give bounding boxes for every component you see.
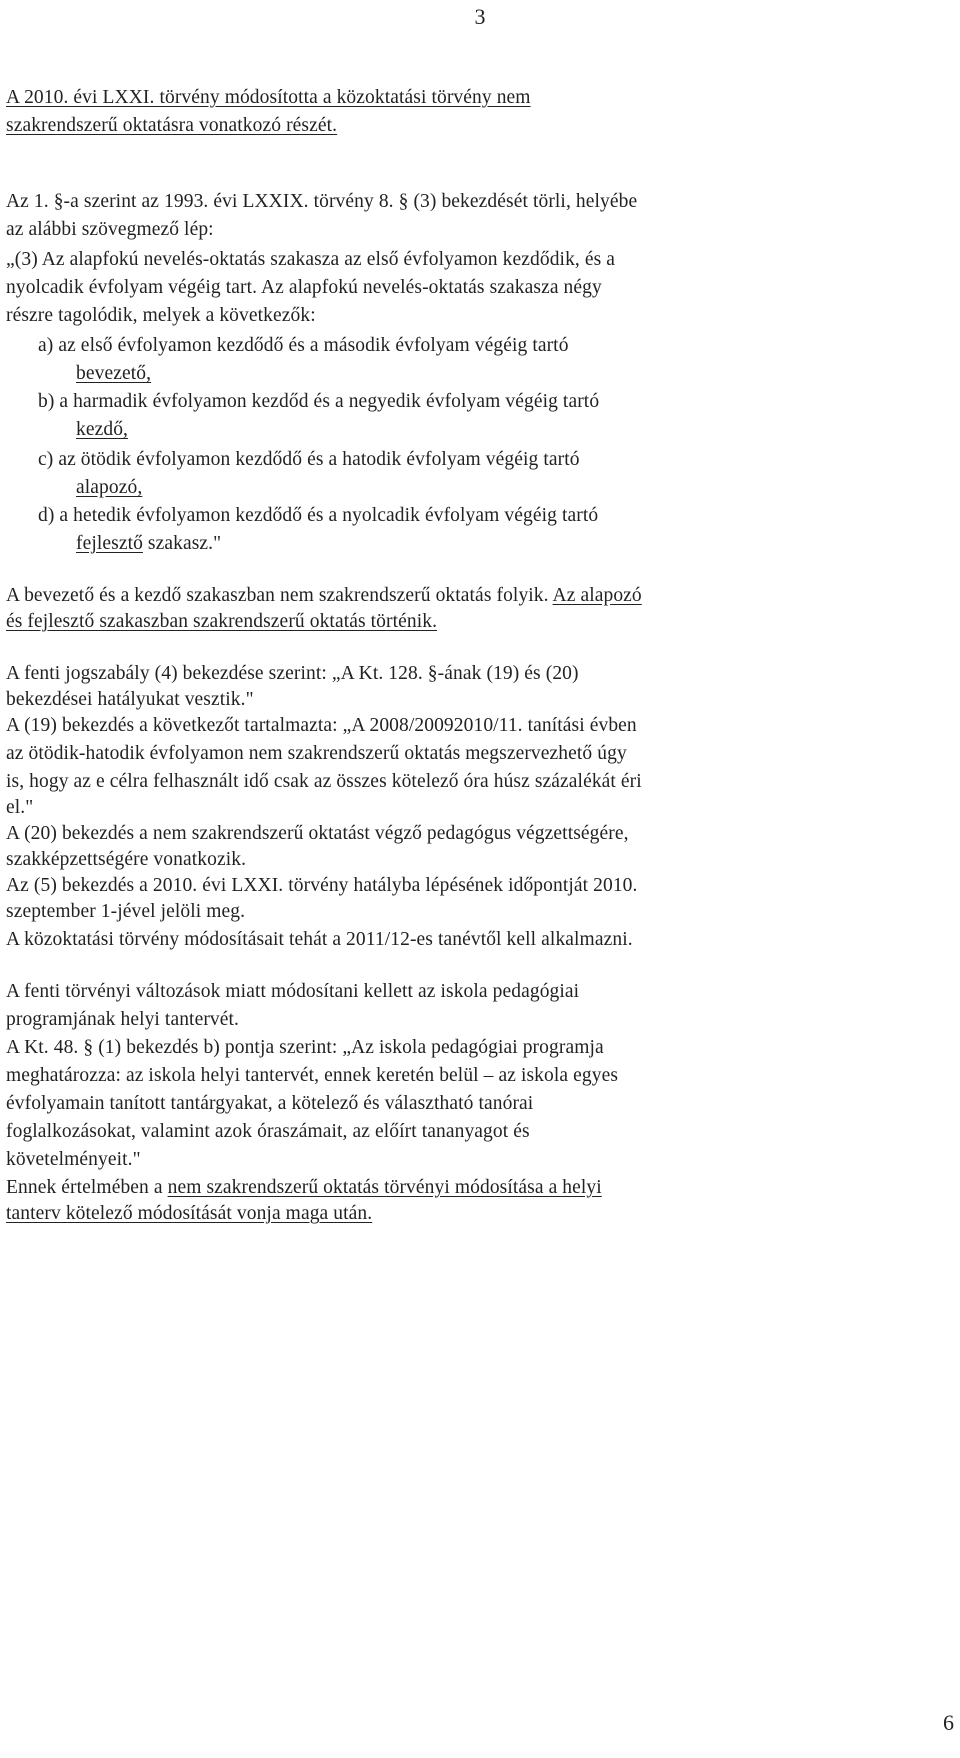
para4-line-6: foglalkozásokat, valamint azok óraszámait, az előírt tananyagot és xyxy=(6,1121,530,1142)
para1-line-4: nyolcadik évfolyam végéig tart. Az alapfokú nevelés-oktatás szakasza négy xyxy=(6,277,602,298)
para3-line-2: bekezdései hatályukat vesztik." xyxy=(6,689,254,710)
para1-line-5: részre tagolódik, melyek a következők: xyxy=(6,305,316,326)
para3-line-6: el." xyxy=(6,797,34,818)
para3-line-1: A fenti jogszabály (4) bekezdése szerint: „A Kt. 128. §-ának (19) és (20) xyxy=(6,663,579,684)
para2-line-1-text: A bevezető és a kezdő szakaszban nem szakrendszerű oktatás folyik. xyxy=(6,585,553,606)
para3-line-11: A közoktatási törvény módosításait tehát a 2011/12-es tanévtől kell alkalmazni. xyxy=(6,929,633,950)
list-item-c-line-1: c) az ötödik évfolyamon kezdődő és a hatodik évfolyam végéig tartó xyxy=(38,449,580,470)
list-item-a-line-2: bevezető, xyxy=(76,363,152,384)
para4-line-4: meghatározza: az iskola helyi tantervét, ennek keretén belül – az iskola egyes xyxy=(6,1065,619,1086)
para3-line-7: A (20) bekezdés a nem szakrendszerű oktatást végző pedagógus végzettségére, xyxy=(6,823,629,844)
para4-line-9: tanterv kötelező módosítását vonja maga után. xyxy=(6,1203,373,1224)
list-item-a-line-1: a) az első évfolyamon kezdődő és a második évfolyam végéig tartó xyxy=(38,335,569,356)
heading-line-2: szakrendszerű oktatásra vonatkozó részét. xyxy=(6,115,338,136)
para3-line-10: szeptember 1-jével jelöli meg. xyxy=(6,901,246,922)
list-item-d-line-1: d) a hetedik évfolyamon kezdődő és a nyolcadik évfolyam végéig tartó xyxy=(38,505,599,526)
para3-line-9: Az (5) bekezdés a 2010. évi LXXI. törvény hatályba lépésének időpontját 2010. xyxy=(6,875,638,896)
para1-line-2: az alábbi szövegmező lép: xyxy=(6,219,214,240)
page-number-bottom: 6 xyxy=(943,1710,954,1735)
para4-line-3: A Kt. 48. § (1) bekezdés b) pontja szerint: „Az iskola pedagógiai programja xyxy=(6,1037,604,1058)
para2-line-1-underlined: Az alapozó xyxy=(552,585,642,606)
list-item-b-line-1: b) a harmadik évfolyamon kezdőd és a negyedik évfolyam végéig tartó xyxy=(38,391,600,412)
para3-line-5: is, hogy az e célra felhasznált idő csak az összes kötelező óra húsz százalékát éri xyxy=(6,771,642,792)
para2-line-2: és fejlesztő szakaszban szakrendszerű oktatás történik. xyxy=(6,611,438,632)
para1-line-1: Az 1. §-a szerint az 1993. évi LXXIX. törvény 8. § (3) bekezdését törli, helyébe xyxy=(6,191,638,212)
heading-line-1: A 2010. évi LXXI. törvény módosította a közoktatási törvény nem xyxy=(6,87,531,108)
para4-line-8-underlined: nem szakrendszerű oktatás törvényi módosítása a helyi xyxy=(167,1177,602,1198)
list-item-b-line-2: kezdő, xyxy=(76,419,129,440)
para4-line-2: programjának helyi tantervét. xyxy=(6,1009,240,1030)
para4-line-8 xyxy=(6,1176,602,1200)
list-item-d-rest: szakasz." xyxy=(142,533,222,554)
para3-line-4: az ötödik-hatodik évfolyamon nem szakrendszerű oktatás megszervezhető úgy xyxy=(6,743,627,764)
list-item-d-underlined: fejlesztő xyxy=(76,533,143,554)
list-item-d-line-2 xyxy=(76,532,221,556)
para4-line-1: A fenti törvényi változások miatt módosítani kellett az iskola pedagógiai xyxy=(6,981,580,1002)
para3-line-8: szakképzettségére vonatkozik. xyxy=(6,849,247,870)
para1-line-3: „(3) Az alapfokú nevelés-oktatás szakasza az első évfolyamon kezdődik, és a xyxy=(6,249,616,270)
para2-line-1 xyxy=(6,584,642,608)
list-item-c-line-2: alapozó, xyxy=(76,477,143,498)
para3-line-3: A (19) bekezdés a következőt tartalmazta: „A 2008/20092010/11. tanítási évben xyxy=(6,715,637,736)
page-number-top: 3 xyxy=(474,4,486,29)
para4-line-5: évfolyamain tanított tantárgyakat, a kötelező és választható tanórai xyxy=(6,1093,534,1114)
para4-line-7: követelményeit." xyxy=(6,1149,141,1170)
para4-line-8-text: Ennek értelmében a xyxy=(6,1177,168,1198)
